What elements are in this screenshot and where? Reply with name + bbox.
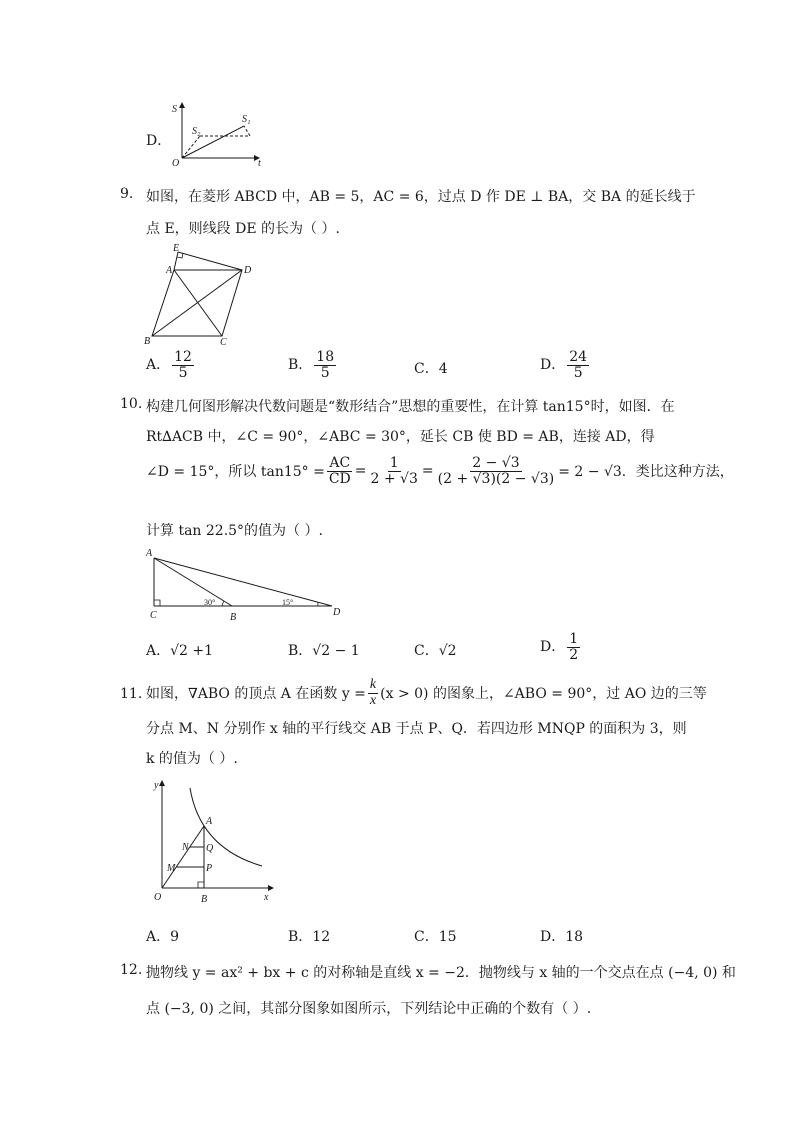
fig11-N: N: [182, 842, 189, 853]
q10-option-d: D． $\frac{1}{2}$: [540, 631, 579, 663]
q9-option-a: A． $\frac{12}{5}$: [146, 349, 192, 381]
q11-option-b: B．12: [288, 929, 331, 945]
q11-option-d: D．18: [540, 929, 584, 945]
fig10-D: D: [333, 607, 341, 618]
q10-option-b: B．√2 − 1: [288, 643, 360, 659]
fig11-x: x: [264, 892, 269, 903]
q11-option-c: C．15: [414, 929, 457, 945]
fig8-curve2: S₂: [192, 126, 201, 137]
fig8-s-axis: S: [172, 104, 177, 115]
q9-option-d: D． $\frac{24}{5}$: [540, 349, 588, 381]
q12-line2: 点 (−3, 0) 之间，其部分图象如图所示，下列结论中正确的个数有（ ）.: [146, 1001, 592, 1017]
q12-line1: 抛物线 y = ax² + bx + c 的对称轴是直线 x = −2．抛物线与 x 轴的一个交点在点 (−4, 0) 和: [146, 965, 736, 981]
q9-option-b: B． $\frac{18}{5}$: [288, 349, 335, 381]
fig8-origin: O: [172, 158, 180, 169]
q11-figure-hyperbola: [140, 776, 280, 908]
fig8-t-axis: t: [258, 158, 261, 169]
q12-number: 12.: [120, 962, 143, 978]
fig9-E: E: [173, 243, 180, 254]
fig11-B: B: [201, 894, 208, 905]
fig9-B: B: [144, 336, 151, 347]
q10-option-a: A．√2 +1: [146, 643, 214, 659]
fig9-D: D: [244, 265, 252, 276]
q10-figure-triangle: [140, 544, 350, 626]
fig10-angle30: 30°: [204, 598, 216, 607]
q11-line1: 如图，∇ABO 的顶点 A 在函数 y = $\frac{k}{x}$ (x > 0) 的图象上，∠ABO = 90°，过 AO 边的三等: [146, 677, 707, 708]
q9-line1: 如图，在菱形 ABCD 中，AB = 5，AC = 6，过点 D 作 DE ⊥ BA，交 BA 的延长线于: [146, 189, 696, 205]
fig11-P: P: [206, 863, 213, 874]
fig10-angle15: 15°: [282, 598, 294, 607]
fig11-y: y: [154, 780, 159, 791]
fig10-C: C: [150, 610, 157, 621]
q9-number: 9.: [120, 186, 134, 202]
fig11-M: M: [167, 863, 176, 874]
q9-line2: 点 E，则线段 DE 的长为（ ）.: [146, 221, 340, 237]
fig9-C: C: [220, 337, 227, 348]
fig11-Q: Q: [206, 843, 214, 854]
q9-option-c: C．4: [414, 361, 448, 377]
fig10-A: A: [146, 548, 153, 559]
q10-line1: 构建几何图形解决代数问题是“数形结合”思想的重要性，在计算 tan15°时，如图．在: [146, 399, 675, 415]
q11-line3: k 的值为（ ）.: [146, 751, 238, 767]
q11-option-a: A．9: [146, 929, 180, 945]
q8-option-d-label: D．: [146, 133, 172, 149]
fig11-O: O: [154, 892, 162, 903]
q10-line2: Rt∆ACB 中，∠C = 90°，∠ABC = 30°，延长 CB 使 BD = AB，连接 AD，得: [146, 429, 655, 445]
q11-number: 11.: [120, 686, 143, 702]
q9-figure-rhombus: [140, 240, 260, 348]
q11-line2: 分点 M、N 分别作 x 轴的平行线交 AB 于点 P、Q．若四边形 MNQP 的面积为 3，则: [146, 721, 687, 737]
q10-line4: 计算 tan 22.5°的值为（ ）.: [146, 523, 323, 539]
q10-number: 10.: [120, 396, 143, 412]
fig8-curve1: S₁: [242, 114, 251, 125]
fig9-A: A: [166, 265, 173, 276]
q10-option-c: C．√2: [414, 643, 457, 659]
q8-option-d-figure: [166, 100, 266, 172]
fig10-B: B: [230, 612, 237, 623]
fig11-A: A: [206, 816, 213, 827]
q10-line3: ∠D = 15°，所以 tan15° = $\frac{AC}{CD}$ = $\frac{1}{2 + √3}$ = $\frac{2 - √3}{(2 + √3)(2 - √3)}$ = 2 − √3．类比这种方法，: [146, 455, 734, 487]
